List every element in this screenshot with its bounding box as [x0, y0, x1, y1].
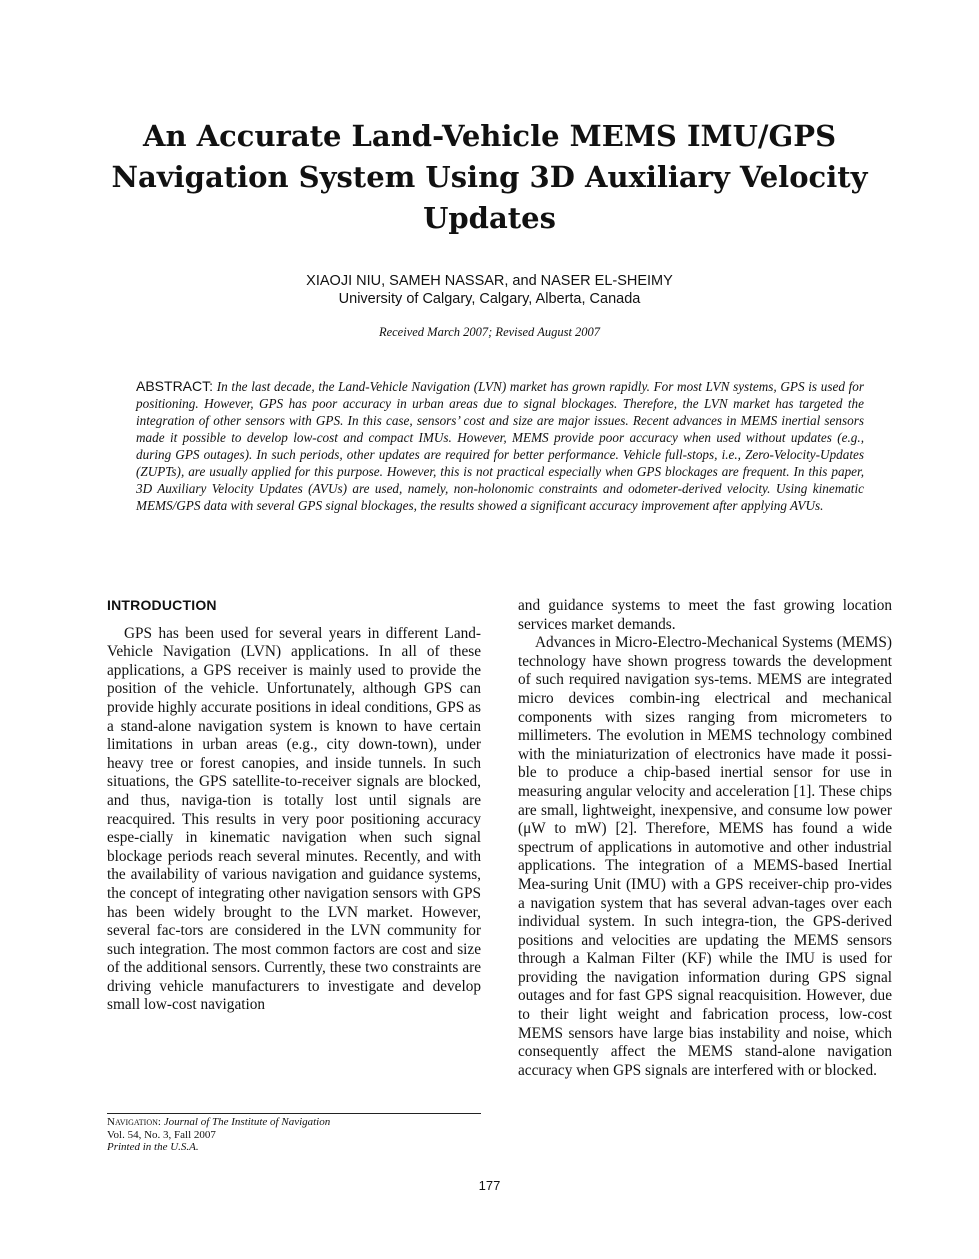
affiliation: University of Calgary, Calgary, Alberta, Canada [338, 291, 641, 307]
page-number: 177 [478, 1178, 501, 1193]
author-names: XIAOJI NIU, SAMEH NASSAR, and NASER EL-SHEIMY [306, 273, 673, 289]
author-block [100, 272, 879, 308]
intro-paragraph-1-continued: and guidance systems to meet the fast growing location services market demands. [518, 597, 892, 633]
abstract-label: ABSTRACT: [136, 378, 214, 394]
printed-info: Printed in the U.S.A. [107, 1141, 199, 1153]
intro-paragraph-1: GPS has been used for several years in different Land-Vehicle Navigation (LVN) applications. In all of these applications, a GPS receiver is mainly used to provide the position of the vehicle. Unfortunately, although GPS can provide highly accurate positions in ideal conditions, GPS as a stand-alone navigation system is known to have certain limitations in urban areas (e.g., city down-town), under heavy tree or forest canopies, and inside tunnels. In such situations, the GPS satellite-to-receiver signals are blocked, and thus, naviga-tion is totally lost until signals are reacquired. This results in very poor positioning accuracy espe-cially in kinematic navigation when such signal blockage periods reach several minutes. Recently, and with the availability of various navigation and guidance systems, the concept of integrating other navigation sensors with GPS has been widely brought to the LVN market. However, several fac-tors are considered in the LVN community for such integration. The most common factors are cost and size of the additional sensors. Currently, these two constraints are driving vehicle manufacturers to investigate and develop small low-cost navigation [107, 624, 481, 1014]
footnote-divider [107, 1113, 481, 1114]
journal-name: Journal of The Institute of Navigation [163, 1116, 331, 1128]
paper-title: An Accurate Land-Vehicle MEMS IMU/GPS Navigation System Using 3D Auxiliary Velocity Updates [111, 119, 868, 235]
right-column [518, 597, 892, 1080]
journal-label: Navigation: [107, 1116, 161, 1128]
journal-footnote [107, 1116, 481, 1154]
abstract [136, 378, 864, 514]
abstract-text: In the last decade, the Land-Vehicle Navigation (LVN) market has grown rapidly. For most LVN systems, GPS is used for positioning. However, GPS has poor accuracy in urban areas due to signal blockages. Therefore, the LVN market has targeted the integration of other sensors with GPS. In this case, sensors’ cost and size are major issues. Recent advances in MEMS inertial sensors made it possible to develop low-cost and compact IMUs. However, MEMS provide poor accuracy when used without updates (e.g., during GPS outages). In such periods, other updates are required for better performance. Vehicle full-stops, i.e., Zero-Velocity-Updates (ZUPTs), are usually applied for this purpose. However, this is not practical especially when GPS blockages are frequent. In this paper, 3D Auxiliary Velocity Updates (AVUs) are used, namely, non-holonomic constraints and odometer-derived velocity. Using kinematic MEMS/GPS data with several GPS signal blockages, the results showed a significant accuracy improvement after applying AVUs. [136, 379, 865, 513]
section-heading-introduction: INTRODUCTION [107, 597, 217, 613]
intro-paragraph-2: Advances in Micro-Electro-Mechanical Systems (MEMS) technology have shown progress towards the development of such required navigation sys-tems. MEMS are integrated micro devices combin-ing electrical and mechanical components with sizes ranging from micrometers to millimeters. The evolution in MEMS technology combined with the miniaturization of electronics have made it possi-ble to produce a chip-based inertial sensor for use in measuring angular velocity and acceleration [1]. These chips are small, lightweight, inexpensive, and consume low power (μW to mW) [2]. Therefore, MEMS has found a wide spectrum of applications in automotive and other industrial applications. The integration of a MEMS-based Inertial Mea-suring Unit (IMU) with a GPS receiver-chip pro-vides a navigation system that has several advan-tages over each individual system. In such integra-tion, the GPS-derived positions and velocities are updating the MEMS sensors through a Kalman Filter (KF) while the IMU is used for providing the navigation information during GPS signal outages and for fast GPS signal reacquisition. However, due to their light weight and fabrication process, low-cost MEMS sensors have large bias instability and noise, which consequently affect the MEMS stand-alone navigation accuracy when GPS signals are interfered with or blocked. [518, 634, 892, 1079]
received-date: Received March 2007; Revised August 2007 [378, 325, 601, 339]
journal-line [107, 1116, 481, 1129]
volume-info: Vol. 54, No. 3, Fall 2007 [107, 1128, 216, 1141]
left-column [107, 596, 481, 1015]
